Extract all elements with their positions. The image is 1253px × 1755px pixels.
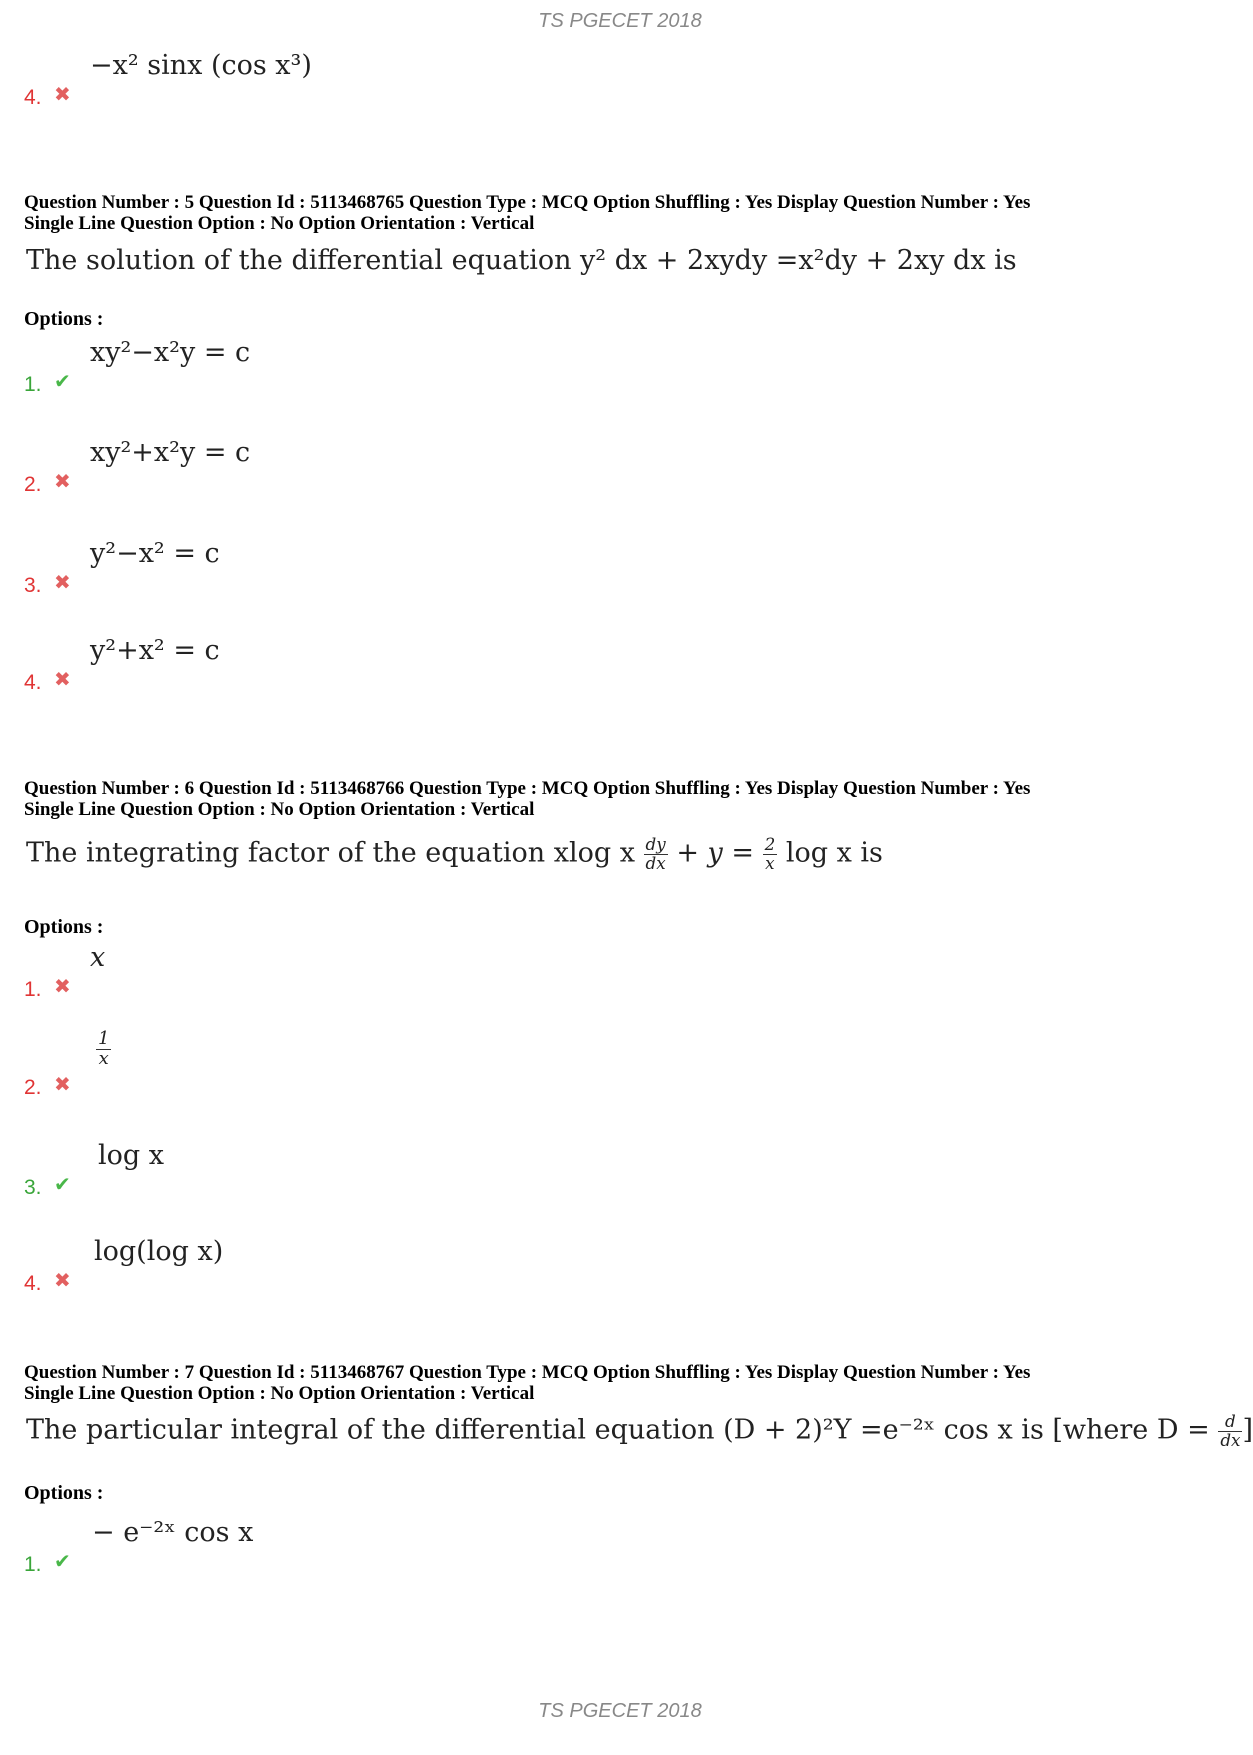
option-number: 1. — [24, 1553, 42, 1576]
cross-icon: ✖ — [54, 82, 71, 106]
option-text: log x — [98, 1140, 164, 1171]
q7-option-1 — [24, 1517, 924, 1577]
question-text-part: ] — [1242, 1414, 1253, 1446]
question-5-text: The solution of the differential equation y² dx + 2xydy =x²dy + 2xy dx is — [26, 245, 1017, 276]
option-number: 4. — [24, 671, 42, 694]
option-number: 1. — [24, 978, 42, 1001]
q6-option-3 — [24, 1140, 924, 1200]
option-text: xy²−x²y = c — [90, 337, 251, 368]
option-number: 4. — [24, 86, 42, 109]
meta-line-1: Question Number : 7 Question Id : 5113468767 Question Type : MCQ Option Shuffling : Yes Display Question Number : Yes — [24, 1362, 1031, 1383]
fraction: $\frac{2}{x}$ — [764, 834, 776, 873]
question-7-meta — [24, 1362, 1224, 1404]
options-label: Options : — [24, 1482, 104, 1504]
q6-option-2 — [24, 1030, 924, 1100]
meta-line-1: Question Number : 5 Question Id : 5113468765 Question Type : MCQ Option Shuffling : Yes Display Question Number : Yes — [24, 192, 1031, 213]
option-number: 2. — [24, 473, 42, 496]
meta-line-2: Single Line Question Option : No Option Orientation : Vertical — [24, 799, 535, 820]
question-text-part: The integrating factor of the equation xlog x — [26, 837, 635, 869]
cross-icon: ✖ — [54, 1072, 71, 1096]
option-text: y²−x² = c — [90, 538, 220, 569]
option-text: y²+x² = c — [90, 635, 220, 666]
check-icon: ✔ — [54, 1549, 71, 1573]
option-text: −x² sinx (cos x³) — [90, 50, 312, 81]
option-number: 1. — [24, 373, 42, 396]
cross-icon: ✖ — [54, 974, 71, 998]
question-6-text — [26, 836, 883, 872]
option-fraction: $\frac{1}{x}$ — [98, 1028, 110, 1069]
page-footer: TS PGECET 2018 — [538, 1700, 702, 1722]
cross-icon: ✖ — [54, 469, 71, 493]
option-text: − e⁻²ˣ cos x — [92, 1517, 254, 1548]
question-text-part: log x is — [785, 837, 883, 869]
check-icon: ✔ — [54, 369, 71, 393]
options-label: Options : — [24, 916, 104, 938]
cross-icon: ✖ — [54, 667, 71, 691]
check-icon: ✔ — [54, 1172, 71, 1196]
option-number: 3. — [24, 574, 42, 597]
question-7-text — [26, 1413, 1253, 1449]
q5-option-3 — [24, 538, 924, 598]
option-text: log(log x) — [94, 1236, 224, 1267]
option-number: 2. — [24, 1076, 42, 1099]
option-prev-4 — [24, 50, 924, 110]
option-text: x — [90, 942, 106, 973]
question-5-meta — [24, 192, 1224, 234]
q5-option-2 — [24, 437, 924, 497]
q5-option-1 — [24, 337, 924, 397]
q6-option-4 — [24, 1236, 924, 1296]
options-label: Options : — [24, 308, 104, 330]
question-6-meta — [24, 778, 1224, 820]
page-header: TS PGECET 2018 — [538, 10, 702, 32]
meta-line-2: Single Line Question Option : No Option Orientation : Vertical — [24, 213, 535, 234]
fraction: $\frac{d}{dx}$ — [1220, 1411, 1241, 1450]
q5-option-4 — [24, 635, 924, 695]
fraction: $\frac{dy}{dx}$ — [645, 834, 666, 873]
meta-line-2: Single Line Question Option : No Option Orientation : Vertical — [24, 1383, 535, 1404]
option-number: 4. — [24, 1272, 42, 1295]
cross-icon: ✖ — [54, 570, 71, 594]
cross-icon: ✖ — [54, 1268, 71, 1292]
question-text-part: The particular integral of the differential equation (D + 2)²Y =e⁻²ˣ cos x is [where D = — [26, 1414, 1210, 1446]
option-text: xy²+x²y = c — [90, 437, 251, 468]
question-text-part: + y = — [676, 837, 754, 869]
meta-line-1: Question Number : 6 Question Id : 5113468766 Question Type : MCQ Option Shuffling : Yes Display Question Number : Yes — [24, 778, 1031, 799]
q6-option-1 — [24, 942, 924, 1002]
option-number: 3. — [24, 1176, 42, 1199]
